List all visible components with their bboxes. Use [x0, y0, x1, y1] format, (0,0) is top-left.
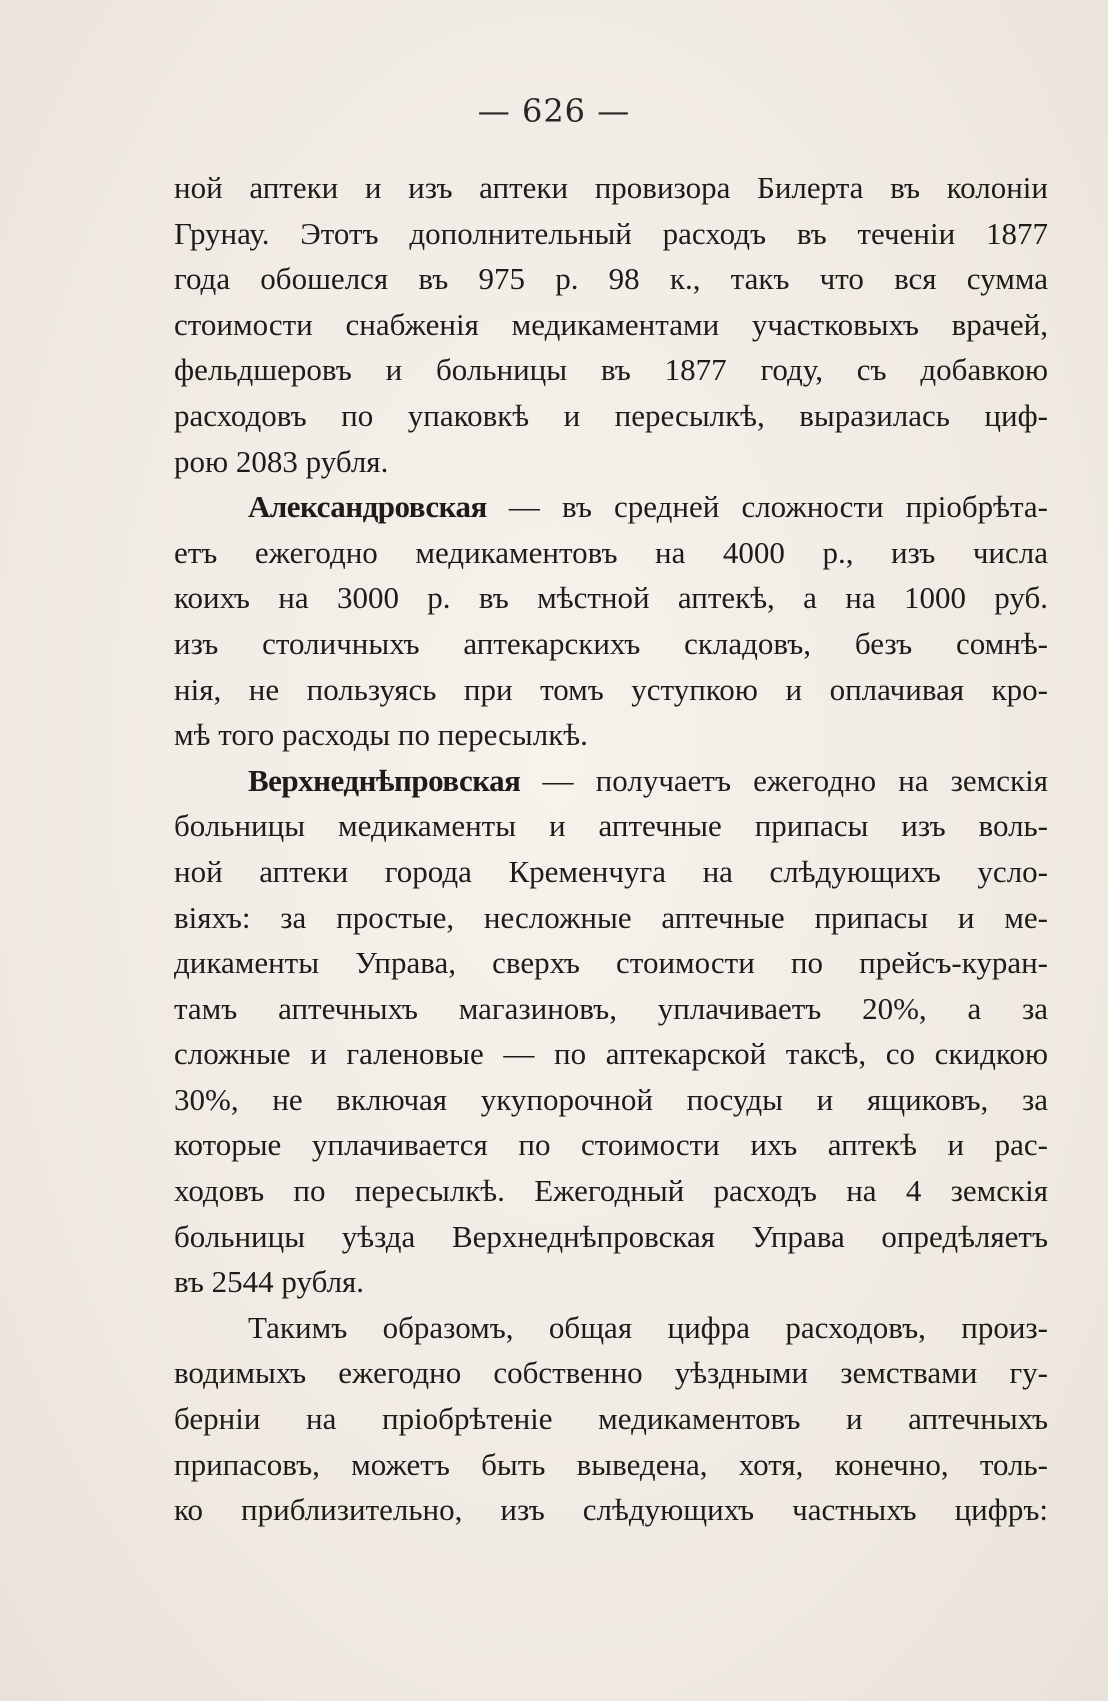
- line-text: тамъ аптечныхъ магазиновъ, уплачиваетъ 20%, а за: [174, 990, 1048, 1026]
- text-line: [174, 575, 1048, 621]
- line-text: мѣ того расходы по пересылкѣ.: [174, 717, 588, 753]
- line-text: дикаменты Управа, сверхъ стоимости по прейсъ-куран-: [174, 945, 1048, 981]
- line-text: фельдшеровъ и больницы въ 1877 году, съ добавкою: [174, 352, 1048, 388]
- text-line: [174, 1122, 1048, 1168]
- line-text: Грунау. Этотъ дополнительный расходъ въ теченiи 1877: [174, 215, 1048, 251]
- text-line: [174, 986, 1048, 1032]
- text-line: [174, 1396, 1048, 1442]
- line-text: изъ столичныхъ аптекарскихъ складовъ, безъ сомнѣ-: [174, 625, 1048, 661]
- line-text: ной аптеки города Кременчуга на слѣдующихъ усло-: [174, 853, 1048, 889]
- text-line: [174, 1168, 1048, 1214]
- section-heading: Верхнеднѣпровская: [248, 762, 521, 798]
- text-line: [174, 1305, 1048, 1351]
- line-text: — въ средней сложности прiобрѣта-: [486, 489, 1048, 525]
- text-line: [174, 712, 1048, 758]
- line-text: — получаетъ ежегодно на земскiя: [520, 762, 1048, 798]
- line-text: нiя, не пользуясь при томъ уступкою и оплачивая кро-: [174, 671, 1048, 707]
- text-line: [174, 211, 1048, 257]
- line-text: 30%, не включая укупорочной посуды и ящиковъ, за: [174, 1081, 1048, 1117]
- line-text: водимыхъ ежегодно собственно уѣздными земствами гу-: [174, 1355, 1048, 1391]
- line-text: ко приблизительно, изъ слѣдующихъ частныхъ цифръ:: [174, 1492, 1048, 1528]
- text-line: [174, 758, 1048, 804]
- body-text: [174, 165, 1048, 1533]
- line-text: коихъ на 3000 р. въ мѣстной аптекѣ, а на 1000 руб.: [174, 580, 1048, 616]
- text-line: [174, 1259, 1048, 1305]
- text-line: [174, 849, 1048, 895]
- text-line: [174, 1442, 1048, 1488]
- line-text: етъ ежегодно медикаментовъ на 4000 р., изъ числа: [174, 534, 1048, 570]
- line-text: припасовъ, можетъ быть выведена, хотя, конечно, толь-: [174, 1446, 1048, 1482]
- text-line: [174, 895, 1048, 941]
- text-line: [174, 302, 1048, 348]
- page-number: — 626 —: [477, 92, 631, 130]
- text-line: [174, 940, 1048, 986]
- line-text: расходовъ по упаковкѣ и пересылкѣ, выразилась циф-: [174, 397, 1048, 433]
- line-text: больницы уѣзда Верхнеднѣпровская Управа опредѣляетъ: [174, 1218, 1048, 1254]
- text-line: [174, 667, 1048, 713]
- text-line: [174, 347, 1048, 393]
- text-line: [174, 1077, 1048, 1123]
- section-heading: Александровская: [248, 489, 487, 525]
- line-text: Такимъ образомъ, общая цифра расходовъ, произ-: [248, 1309, 1048, 1345]
- text-line: [174, 1031, 1048, 1077]
- line-text: ной аптеки и изъ аптеки провизора Билерта въ колонiи: [174, 170, 1048, 205]
- text-line: [174, 165, 1048, 211]
- line-text: больницы медикаменты и аптечные припасы изъ воль-: [174, 808, 1048, 844]
- line-text: сложные и галеновые — по аптекарской таксѣ, со скидкою: [174, 1036, 1048, 1072]
- text-line: [174, 803, 1048, 849]
- text-line: [174, 393, 1048, 439]
- line-text: стоимости снабженiя медикаментами участковыхъ врачей,: [174, 306, 1048, 342]
- line-text: которые уплачивается по стоимости ихъ аптекѣ и рас-: [174, 1127, 1048, 1163]
- line-text: въ 2544 рубля.: [174, 1264, 365, 1300]
- line-text: года обошелся въ 975 р. 98 к., такъ что вся сумма: [174, 261, 1048, 297]
- text-line: [174, 621, 1048, 667]
- text-line: [174, 1350, 1048, 1396]
- line-text: ходовъ по пересылкѣ. Ежегодный расходъ на 4 земскiя: [174, 1173, 1048, 1209]
- text-line: [174, 439, 1048, 485]
- text-line: [174, 484, 1048, 530]
- line-text: вiяхъ: за простые, несложные аптечные припасы и ме-: [174, 899, 1048, 935]
- line-text: рою 2083 рубля.: [174, 443, 389, 479]
- text-line: [174, 256, 1048, 302]
- text-line: [174, 1487, 1048, 1533]
- text-line: [174, 530, 1048, 576]
- line-text: бернiи на прiобрѣтенiе медикаментовъ и аптечныхъ: [174, 1401, 1048, 1437]
- text-line: [174, 1214, 1048, 1260]
